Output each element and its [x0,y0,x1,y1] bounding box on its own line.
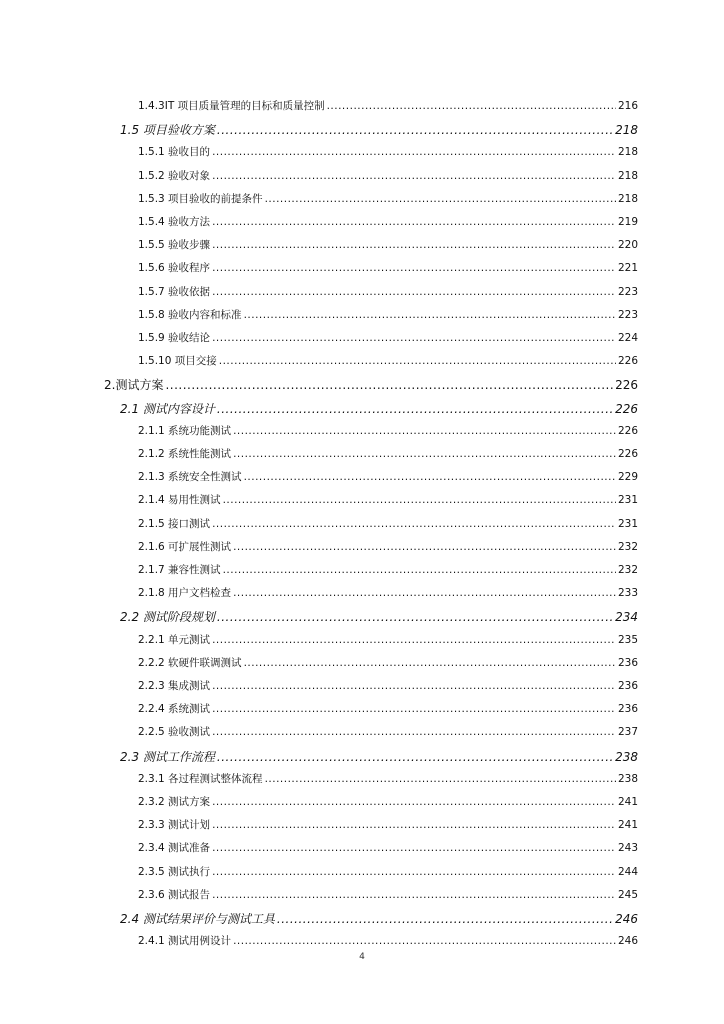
toc-entry-title: 1.5.9 验收结论 [138,332,211,344]
toc-entry-title: 2.1.5 接口测试 [138,517,211,530]
toc-entry[interactable] [138,933,638,948]
toc-leader-dots [217,610,613,624]
toc-leader-dots [212,216,616,228]
toc-leader-dots [223,564,616,576]
toc-leader-dots [233,935,616,947]
toc-entry-title: 2.1.2 系统性能测试 [138,448,232,460]
toc-entry-page: 241 [617,819,638,832]
toc-entry[interactable] [120,608,638,625]
toc-leader-dots [244,471,616,483]
toc-entry-title: 1.5.3 项目验收的前提条件 [138,192,263,205]
toc-entry-title: 2.1.3 系统安全性测试 [138,471,242,484]
toc-entry[interactable] [138,260,638,275]
toc-entry-title: 1.5.5 验收步骤 [138,239,211,252]
toc-leader-dots [233,425,616,437]
toc-entry-title: 2.4 测试结果评价与测试工具 [120,912,275,926]
toc-entry-title: 2.2.1 单元测试 [138,633,211,646]
toc-entry[interactable] [138,562,638,577]
toc-entry[interactable] [138,237,638,252]
toc-entry-title: 2.1 测试内容设计 [120,401,215,416]
toc-entry-page: 229 [617,471,638,484]
toc-entry-page: 241 [617,796,638,808]
toc-entry-page: 218 [617,192,638,205]
toc-leader-dots [244,657,616,669]
toc-leader-dots [277,912,613,926]
toc-entry-page: 236 [617,656,638,669]
toc-leader-dots [327,100,616,112]
toc-entry[interactable] [120,121,638,138]
toc-entry[interactable] [138,168,638,183]
toc-entry-page: 238 [615,749,638,764]
toc-entry[interactable] [138,144,638,159]
toc-entry-page: 232 [617,564,638,576]
toc-entry-page: 236 [617,680,638,692]
toc-entry[interactable] [138,655,638,670]
toc-leader-dots [212,703,616,715]
toc-entry-page: 226 [617,448,638,460]
toc-entry-page: 218 [615,123,638,138]
toc-entry-page: 226 [615,401,638,416]
toc-entry[interactable] [138,771,638,786]
toc-entry[interactable] [138,214,638,229]
toc-leader-dots [212,866,616,878]
toc-entry[interactable] [120,910,638,927]
toc-entry-title: 1.5 项目验收方案 [120,123,215,138]
toc-entry-page: 243 [617,842,638,855]
toc-entry-page: 218 [617,169,638,182]
toc-leader-dots [217,123,613,137]
toc-entry-page: 245 [617,888,638,901]
toc-entry[interactable] [138,98,638,113]
toc-entry[interactable] [138,840,638,855]
toc-entry-page: 232 [617,540,638,553]
toc-entry[interactable] [120,400,638,417]
toc-entry[interactable] [138,794,638,809]
toc-entry-title: 2.3.5 测试执行 [138,865,211,878]
toc-leader-dots [233,541,616,553]
toc-entry[interactable] [138,423,638,438]
toc-leader-dots [212,146,616,158]
toc-entry-title: 1.5.6 验收程序 [138,262,211,275]
toc-entry-title: 2.1.4 易用性测试 [138,494,221,507]
toc-entry-title: 2.测试方案 [104,378,164,393]
toc-leader-dots [165,378,613,392]
toc-entry[interactable] [138,446,638,461]
toc-leader-dots [212,239,616,251]
toc-entry-title: 1.5.1 验收目的 [138,146,211,159]
toc-entry-page: 223 [617,285,638,298]
toc-entry-title: 1.5.2 验收对象 [138,169,211,182]
toc-entry[interactable] [138,817,638,832]
toc-entry-title: 2.1.8 用户文档检查 [138,587,232,600]
toc-entry-page: 226 [615,378,638,393]
toc-entry-title: 2.3.6 测试报告 [138,888,211,901]
toc-leader-dots [212,889,616,901]
toc-entry-title: 2.2.5 验收测试 [138,726,211,739]
toc-leader-dots [265,773,616,785]
toc-leader-dots [212,518,616,530]
toc-entry-page: 216 [617,100,638,112]
toc-leader-dots [233,587,616,599]
toc-entry[interactable] [138,284,638,299]
toc-entry-title: 1.5.10 项目交接 [138,355,217,368]
toc-leader-dots [212,819,616,831]
toc-entry-page: 224 [617,332,638,344]
toc-entry[interactable] [138,724,638,739]
toc-entry-page: 231 [617,517,638,530]
toc-entry-title: 2.3.2 测试方案 [138,796,211,808]
toc-entry[interactable] [138,678,638,693]
toc-entry[interactable] [138,539,638,554]
toc-entry-page: 237 [617,726,638,739]
toc-leader-dots [233,448,616,460]
toc-entry[interactable] [138,516,638,531]
toc-entry-title: 2.3 测试工作流程 [120,749,215,764]
toc-entry-title: 1.5.8 验收内容和标准 [138,308,242,321]
toc-entry-page: 220 [617,239,638,252]
toc-entry-title: 2.2.2 软硬件联调测试 [138,656,242,669]
toc-entry-title: 2.3.1 各过程测试整体流程 [138,772,263,785]
toc-entry-page: 233 [617,587,638,600]
toc-leader-dots [212,286,616,298]
toc-entry-page: 231 [617,494,638,507]
toc-entry-title: 2.2.4 系统测试 [138,703,211,716]
toc-entry-page: 246 [615,912,638,926]
toc-leader-dots [212,634,616,646]
toc-entry[interactable] [138,492,638,507]
toc-entry-title: 2.1.7 兼容性测试 [138,564,221,576]
toc-entry-title: 1.4.3IT 项目质量管理的目标和质量控制 [138,100,325,112]
toc-entry-title: 2.3.3 测试计划 [138,819,211,832]
toc-entry[interactable] [138,469,638,484]
toc-entry-page: 236 [617,703,638,716]
toc-entry-title: 1.5.7 验收依据 [138,285,211,298]
toc-entry-title: 2.2 测试阶段规划 [120,610,215,625]
toc-entry-title: 2.3.4 测试准备 [138,842,211,855]
toc-leader-dots [212,680,616,692]
toc-entry-page: 235 [617,633,638,646]
toc-entry[interactable] [138,701,638,716]
page-number: 4 [359,952,365,962]
toc-entry[interactable] [138,864,638,879]
toc-leader-dots [217,750,613,764]
toc-leader-dots [265,193,616,205]
toc-entry[interactable] [138,191,638,206]
toc-leader-dots [219,355,616,367]
toc-entry-page: 226 [617,424,638,437]
toc-entry[interactable] [104,376,638,393]
toc-leader-dots [212,332,616,344]
toc-leader-dots [212,842,616,854]
toc-entry[interactable] [138,887,638,902]
toc-entry-page: 223 [617,308,638,321]
toc-entry[interactable] [138,632,638,647]
toc-entry-title: 2.2.3 集成测试 [138,680,211,692]
toc-entry-page: 226 [617,355,638,368]
toc-leader-dots [212,262,616,274]
toc-entry-title: 2.4.1 测试用例设计 [138,935,232,948]
toc-entry-page: 244 [617,865,638,878]
toc-entry-page: 218 [617,146,638,159]
toc-entry[interactable] [120,748,638,765]
toc-leader-dots [244,309,616,321]
toc-entry-page: 219 [617,216,638,228]
toc-entry[interactable] [138,585,638,600]
toc-entry-page: 246 [617,935,638,948]
toc-entry[interactable] [138,307,638,322]
toc-leader-dots [217,402,613,416]
toc-leader-dots [212,796,616,808]
toc-entry-page: 234 [615,610,638,625]
toc-leader-dots [223,494,616,506]
toc-entry-page: 238 [617,772,638,785]
toc-entry-page: 221 [617,262,638,275]
toc-entry-title: 2.1.1 系统功能测试 [138,424,232,437]
toc-entry-title: 2.1.6 可扩展性测试 [138,540,232,553]
toc-entry[interactable] [138,353,638,368]
toc-leader-dots [212,726,616,738]
toc-leader-dots [212,170,616,182]
toc-entry[interactable] [138,330,638,345]
toc-entry-title: 1.5.4 验收方法 [138,216,211,228]
